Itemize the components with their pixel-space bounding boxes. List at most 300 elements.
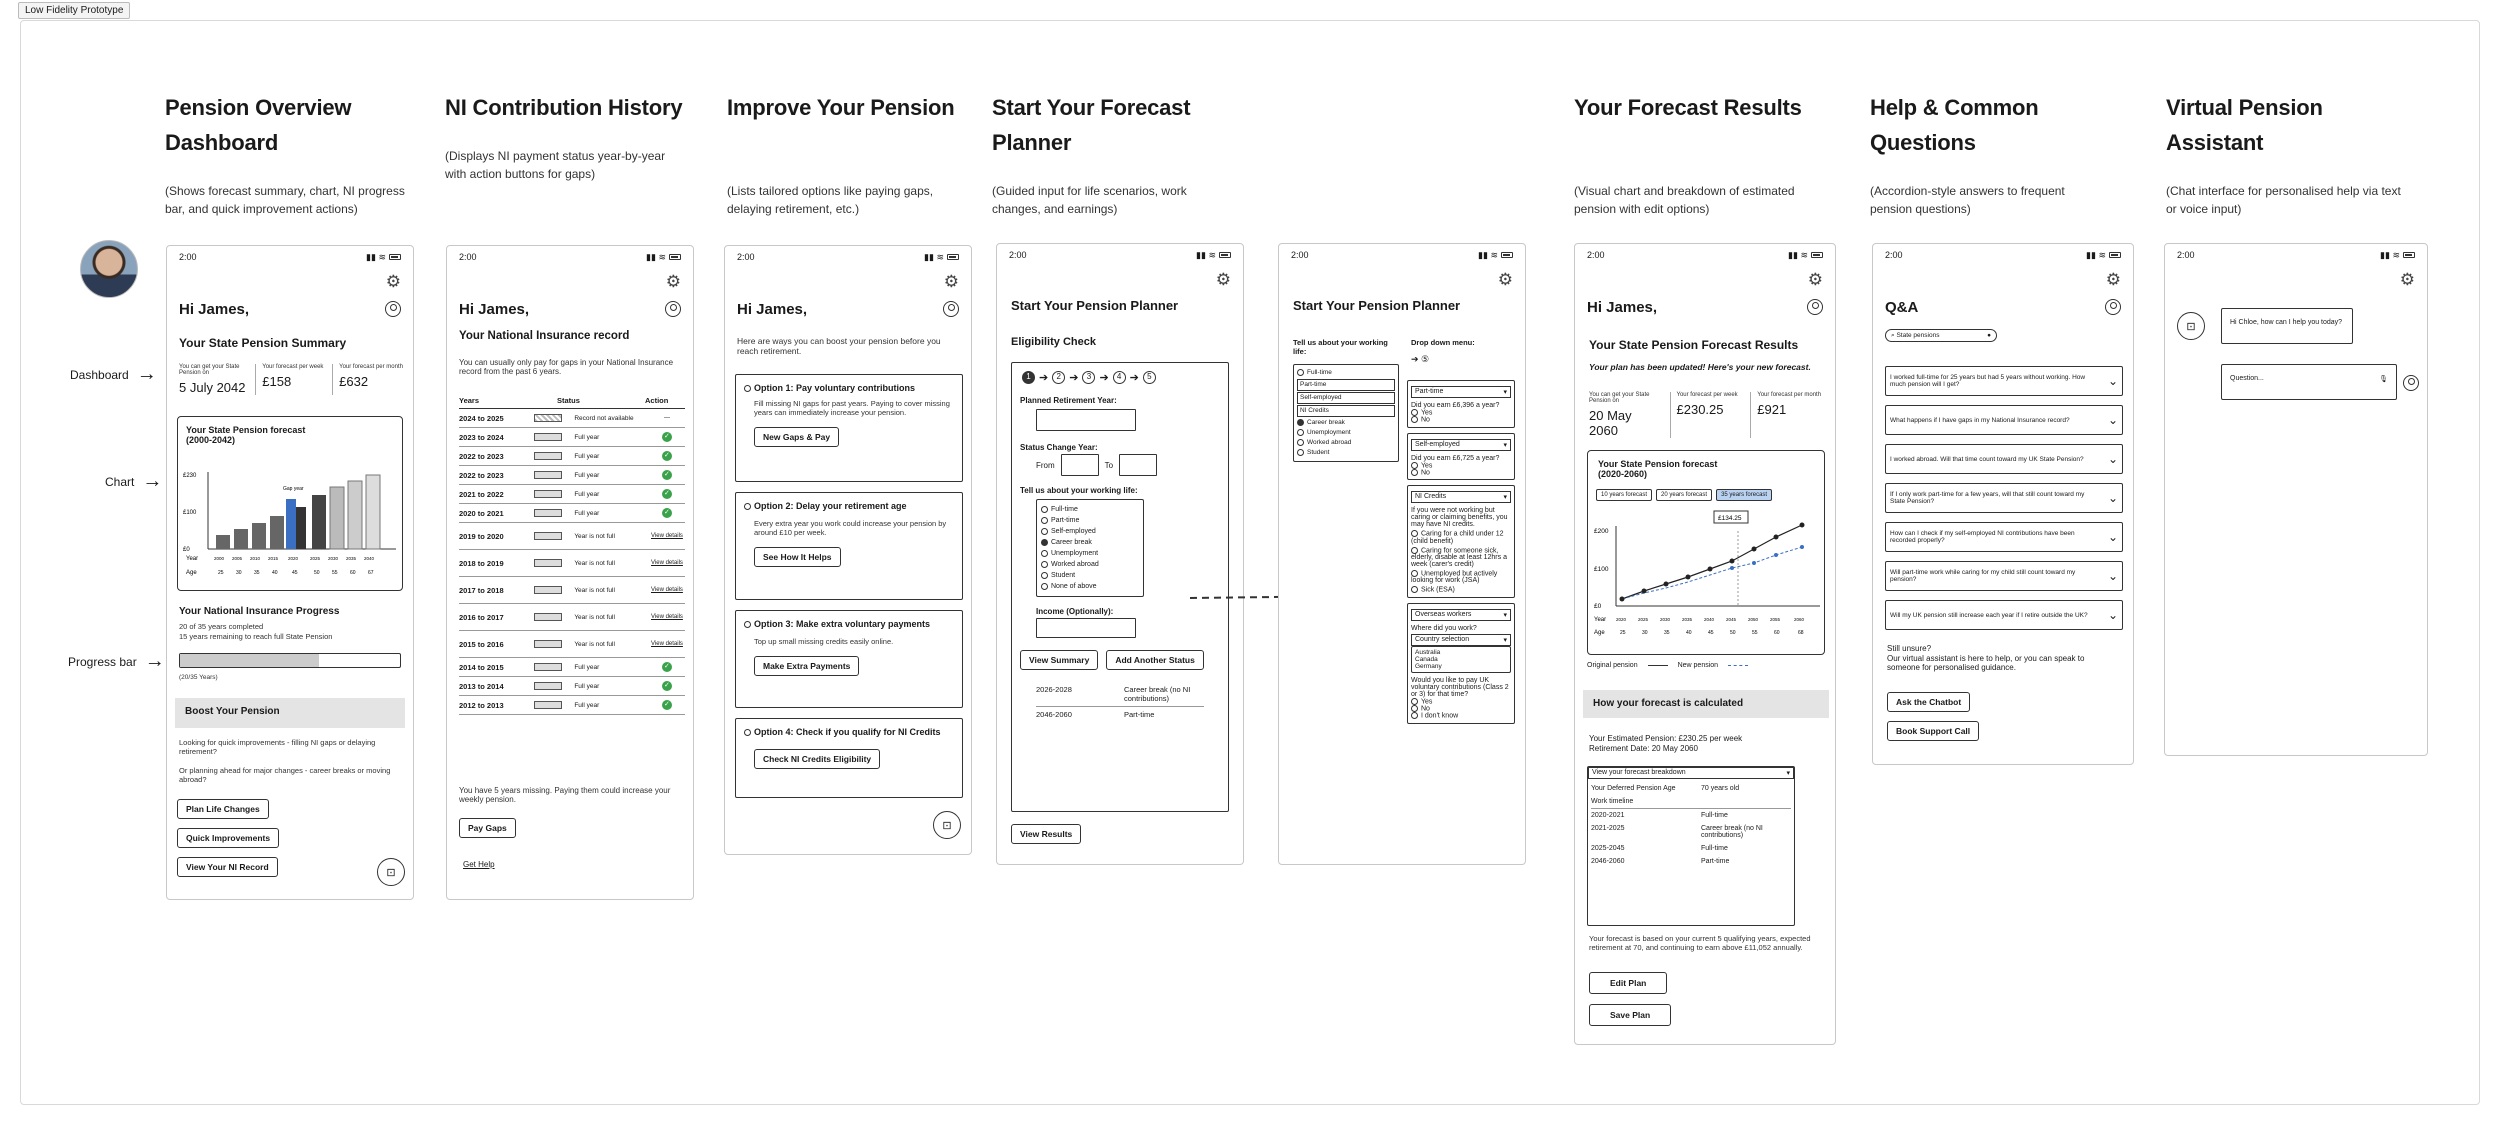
status-bar [997, 244, 1243, 266]
table-row [459, 466, 685, 485]
bar-gap-year [286, 499, 296, 549]
step-4[interactable]: 4 [1113, 371, 1126, 384]
retirement-year-input[interactable] [1036, 409, 1136, 431]
axis-label: Year [186, 556, 199, 562]
planner-title: Start Your Pension Planner [1011, 298, 1179, 313]
work-option[interactable]: Self-employed [1041, 526, 1139, 537]
stat-label: Your forecast per week [1676, 392, 1738, 398]
year-bar [534, 452, 562, 460]
radio-icon[interactable] [1297, 449, 1304, 456]
chart-title: Your State Pension forecast (2000-2042) [186, 425, 306, 445]
view-details-link[interactable]: View details [651, 587, 683, 593]
check-icon: ✓ [662, 508, 672, 518]
svg-text:2050: 2050 [1748, 617, 1759, 622]
view-summary-button[interactable]: View Summary [1020, 650, 1098, 670]
radio-icon[interactable] [744, 503, 751, 510]
radio-icon[interactable] [1411, 462, 1418, 469]
work-option[interactable]: Student [1041, 570, 1139, 581]
chatbot-icon: ⊡ [2177, 312, 2205, 340]
stats-row [179, 364, 403, 395]
dropdown-select[interactable]: Self-employed ▾ [1411, 439, 1511, 451]
section-assistant [2166, 90, 2406, 218]
pay-gaps-button[interactable]: Pay Gaps [459, 818, 516, 838]
stat-value: £230.25 [1676, 402, 1724, 417]
legend-line [1728, 665, 1748, 666]
label-chart [105, 470, 162, 493]
status-cell: Full year [574, 682, 600, 690]
ni-progress-fill [180, 654, 319, 667]
qa-title: Q&A [1885, 299, 1919, 316]
chevron-down-icon: ▾ [1503, 441, 1507, 449]
arrow-right-icon: → [144, 650, 165, 672]
label-text: Chart [105, 474, 135, 489]
chevron-down-icon[interactable]: ⌄ [2107, 452, 2118, 466]
chevron-down-icon: ▾ [1503, 389, 1507, 396]
table-row [459, 577, 685, 604]
planner-title: Start Your Pension Planner [1293, 298, 1461, 313]
stat-value: 5 July 2042 [179, 380, 246, 395]
stat-label: Your forecast per month [339, 364, 403, 370]
table-row [459, 604, 685, 631]
work-option[interactable]: Worked abroad [1041, 559, 1139, 570]
axis-label: Age [1594, 630, 1605, 636]
faq-item[interactable] [1885, 561, 2123, 591]
forecast-chart-card [177, 416, 403, 591]
option-card [735, 374, 963, 482]
bar [252, 523, 266, 549]
status-time: 2:00 [1009, 250, 1027, 260]
results-title: Your State Pension Forecast Results [1589, 338, 1799, 352]
radio-icon[interactable] [1041, 550, 1048, 557]
phone-assistant [2164, 243, 2428, 756]
action-cell [649, 614, 685, 620]
mic-icon: ● [1987, 332, 1991, 339]
option-card [735, 718, 963, 798]
view-details-link[interactable]: View details [651, 641, 683, 647]
svg-text:67: 67 [368, 570, 374, 576]
chevron-down-icon: ▾ [1503, 611, 1507, 619]
option-body: Top up small missing credits easily online. [754, 637, 894, 646]
ni-progress-title: Your National Insurance Progress [179, 606, 340, 617]
breakdown-key: 2021-2025 [1591, 825, 1625, 832]
gear-icon[interactable]: ⚙ [1497, 270, 1513, 289]
radio-icon[interactable] [1411, 416, 1418, 423]
chatbot-icon[interactable]: ⊡ [933, 811, 961, 839]
status-bar [447, 246, 693, 268]
search-icon: ⌕ State pensions [1891, 332, 1940, 339]
legend-new: New pension [1677, 662, 1719, 669]
faq-item[interactable] [1885, 444, 2123, 474]
chevron-down-icon: ▾ [1503, 636, 1507, 644]
unsure-title: Still unsure? [1887, 644, 1932, 653]
ask-chatbot-button[interactable]: Ask the Chatbot [1887, 692, 1970, 712]
quick-improvements-button[interactable]: Quick Improvements [177, 828, 279, 848]
question-input[interactable]: Question... 🎙 [2221, 364, 2397, 400]
year-cell: 2020 to 2021 [459, 508, 504, 518]
label-progress [68, 650, 165, 673]
dropdown-select[interactable]: Overseas workers ▾ [1411, 609, 1511, 621]
prototype-label: Low Fidelity Prototype [18, 2, 130, 19]
status-cell: Full year [574, 663, 600, 671]
question: Did you earn £6,396 a year? [1411, 402, 1500, 409]
y-tick: £100 [1594, 566, 1609, 573]
work-type-item[interactable]: Full-time [1297, 368, 1395, 378]
status-bar [1873, 244, 2133, 266]
year-bar [534, 414, 562, 422]
action-cell [649, 470, 685, 480]
y-tick: £200 [1594, 528, 1609, 535]
status-time: 2:00 [2177, 250, 2195, 260]
field-label: Tell us about your working life: [1020, 486, 1138, 495]
radio-icon[interactable] [1041, 517, 1048, 524]
from-label: From [1036, 460, 1055, 470]
summary-title: Your State Pension Summary [179, 336, 347, 350]
chatbot-icon[interactable]: ⊡ [377, 858, 405, 886]
work-option[interactable]: None of above [1041, 581, 1139, 592]
status-bar [1575, 244, 1835, 266]
stat-label: Your forecast per month [1757, 392, 1822, 398]
country-option[interactable]: Germany [1415, 662, 1442, 670]
section-title: NI Contribution History [445, 95, 683, 120]
status-time: 2:00 [1291, 250, 1309, 260]
radio-icon[interactable] [744, 385, 751, 392]
radio-icon[interactable] [1411, 469, 1418, 476]
bot-message: Hi Chloe, how can I help you today? [2221, 308, 2353, 344]
gear-icon[interactable]: ⚙ [385, 272, 401, 291]
section-title: Your Forecast Results [1574, 95, 1802, 120]
stat-value: £158 [262, 374, 292, 389]
dropdown-card [1407, 485, 1515, 597]
status-cell: Full year [574, 490, 600, 498]
step-indicator: ➔ ⑤ [1411, 354, 1430, 364]
field-label: Tell us about your working life: [1293, 338, 1388, 356]
check-icon: ✓ [662, 662, 672, 672]
work-type-item[interactable]: Student [1297, 448, 1395, 458]
work-type-list [1293, 364, 1399, 462]
credit-option[interactable]: Caring for a child under 12 (child benefit) [1411, 530, 1504, 545]
signal-icon: ▮▮ ≋ [366, 252, 401, 263]
credit-option[interactable]: Caring for someone sick, elderly, disable at least 12hrs a week (carer's credit) [1411, 547, 1507, 569]
section-dashboard [165, 90, 405, 218]
gear-icon[interactable]: ⚙ [2105, 270, 2121, 289]
tab-35-years[interactable]: 35 years forecast [1716, 489, 1772, 501]
country-select[interactable]: Country selection ▾ [1411, 634, 1511, 646]
faq-item[interactable] [1885, 366, 2123, 396]
table-row [459, 504, 685, 523]
chevron-down-icon[interactable]: ⌄ [2107, 491, 2118, 505]
radio-icon[interactable] [1297, 439, 1304, 446]
view-ni-record-button[interactable]: View Your NI Record [177, 857, 278, 877]
action-cell [649, 451, 685, 461]
status-time: 2:00 [1587, 250, 1605, 260]
check-icon: ✓ [662, 451, 672, 461]
tab-20-years[interactable]: 20 years forecast [1656, 489, 1712, 501]
profile-icon[interactable] [385, 301, 401, 317]
faq-question: Will part-time work while caring for my child still count toward my pension? [1890, 569, 2076, 583]
step-5[interactable]: 5 [1143, 371, 1156, 384]
ni-record-title: Your National Insurance record [459, 330, 630, 342]
ni-progress-text: 20 of 35 years completed [179, 622, 264, 631]
question: Where did you work? [1411, 624, 1477, 632]
period: 2026-2028 [1036, 685, 1072, 694]
radio-icon[interactable] [1041, 561, 1048, 568]
field-label: Status Change Year: [1020, 443, 1098, 452]
work-type-item[interactable]: NI Credits [1297, 405, 1395, 417]
option-body: Fill missing NI gaps for past years. Paying to cover missing years can immediately increase your pension. [754, 399, 950, 417]
chevron-down-icon: ▾ [1786, 770, 1790, 777]
book-call-button[interactable]: Book Support Call [1887, 721, 1979, 741]
country-option[interactable]: Australia [1415, 648, 1441, 656]
stat-label: Your forecast per week [262, 364, 324, 370]
option-button[interactable]: See How It Helps [754, 547, 841, 567]
faq-item[interactable] [1885, 600, 2123, 630]
section-ni-history [445, 90, 685, 183]
radio-icon[interactable] [1411, 547, 1418, 554]
chevron-down-icon[interactable]: ⌄ [2107, 374, 2118, 388]
dropdown-select[interactable]: Part-time ▾ [1411, 386, 1511, 398]
chevron-down-icon[interactable]: ⌄ [2107, 413, 2118, 427]
year-cell: 2021 to 2022 [459, 489, 504, 499]
table-header [459, 396, 685, 409]
radio-icon[interactable] [1411, 409, 1418, 416]
radio-icon[interactable] [744, 729, 751, 736]
radio-icon[interactable] [1297, 369, 1304, 376]
gear-icon[interactable]: ⚙ [1807, 270, 1823, 289]
chevron-down-icon[interactable]: ⌄ [2107, 530, 2118, 544]
table-row [459, 447, 685, 466]
status-cell: Year is not full [574, 613, 615, 621]
results-line-chart [1588, 451, 1826, 656]
svg-text:2005: 2005 [232, 556, 243, 561]
gear-icon[interactable]: ⚙ [1215, 270, 1231, 289]
status-cell: Full year [574, 433, 600, 441]
profile-icon[interactable] [943, 301, 959, 317]
radio-icon[interactable] [1041, 583, 1048, 590]
svg-text:40: 40 [272, 570, 278, 576]
profile-icon[interactable] [1807, 299, 1823, 315]
option-button[interactable]: New Gaps & Pay [754, 427, 839, 447]
year-bar [534, 613, 562, 621]
results-chart-card [1587, 450, 1825, 655]
stat [179, 364, 249, 395]
status-cell: Full year [574, 509, 600, 517]
save-plan-button[interactable]: Save Plan [1589, 1004, 1671, 1026]
x-tick-years [1616, 617, 1805, 622]
radio-icon[interactable] [744, 621, 751, 628]
faq-item[interactable] [1885, 522, 2123, 552]
action-cell [649, 533, 685, 539]
ni-progress-text: 15 years remaining to reach full State Pension [179, 632, 333, 641]
signal-icon: ▮▮ ≋ [1196, 250, 1231, 261]
radio-icon[interactable] [1411, 698, 1418, 705]
stat-value: £632 [339, 374, 369, 389]
svg-text:2035: 2035 [1682, 617, 1693, 622]
work-type-item[interactable]: Worked abroad [1297, 438, 1395, 448]
edit-plan-button[interactable]: Edit Plan [1589, 972, 1667, 994]
forecast-note: Your forecast is based on your current 5 qualifying years, expected retirement at 70, and continuing to earn above £11,052 annually. [1589, 934, 1811, 952]
dropdown-select[interactable]: NI Credits ▾ [1411, 491, 1511, 503]
summary-row [1036, 682, 1204, 707]
dash-cell: — [663, 415, 670, 421]
summary-table [1036, 682, 1204, 722]
action-cell [649, 560, 685, 566]
y-tick: £0 [183, 547, 190, 553]
question: Did you earn £6,725 a year? [1411, 454, 1500, 462]
radio-icon[interactable] [1297, 429, 1304, 436]
breakdown-row [1591, 842, 1791, 855]
faq-item[interactable] [1885, 405, 2123, 435]
field-label: Drop down menu: [1411, 338, 1475, 347]
profile-icon[interactable] [2105, 299, 2121, 315]
action-cell [649, 489, 685, 499]
country-option[interactable]: Canada [1415, 655, 1438, 663]
svg-text:55: 55 [1752, 630, 1758, 636]
option-button[interactable]: Make Extra Payments [754, 656, 859, 676]
to-input[interactable] [1119, 454, 1157, 476]
status-cell: Year is not full [574, 559, 615, 567]
section-title: Start Your Forecast Planner [992, 95, 1191, 155]
stat [1589, 392, 1664, 438]
breakdown-list [1588, 779, 1794, 871]
view-details-link[interactable]: View details [651, 614, 683, 620]
ni-progress-years: (20/35 Years) [179, 674, 218, 681]
chart-title: Your State Pension forecast (2020-2060) [1598, 459, 1718, 479]
year-cell: 2022 to 2023 [459, 451, 504, 461]
svg-text:2055: 2055 [1770, 617, 1781, 622]
plan-life-changes-button[interactable]: Plan Life Changes [177, 799, 269, 819]
action-cell [649, 681, 685, 691]
gear-icon[interactable]: ⚙ [665, 272, 681, 291]
status-time: 2:00 [737, 252, 755, 262]
check-icon: ✓ [662, 470, 672, 480]
period: 2046-2060 [1036, 710, 1072, 719]
work-type-item[interactable]: Career break [1297, 418, 1395, 428]
credit-option[interactable]: Unemployed but actively looking for work (JSA) [1411, 570, 1498, 585]
radio-icon[interactable] [1411, 705, 1418, 712]
greeting: Hi James, [459, 301, 530, 318]
year-bar [534, 663, 562, 671]
signal-icon: ▮▮ ≋ [2086, 250, 2121, 261]
faq-item[interactable] [1885, 483, 2123, 513]
eligibility-title: Eligibility Check [1011, 336, 1096, 348]
faq-question: If I only work part-time for a few years, will that still count toward my State Pension? [1890, 491, 2085, 505]
svg-text:25: 25 [218, 570, 224, 576]
svg-text:40: 40 [1686, 630, 1692, 636]
gear-icon[interactable]: ⚙ [2399, 270, 2415, 289]
country-list [1411, 646, 1511, 673]
greeting: Hi James, [179, 301, 250, 318]
radio-icon[interactable] [1411, 586, 1418, 593]
signal-icon: ▮▮ ≋ [1478, 250, 1513, 261]
work-type-item[interactable]: Self-employed [1297, 392, 1395, 404]
breakdown-value: Full-time [1701, 845, 1728, 852]
faq-list [1885, 366, 2123, 639]
y-tick: £230 [183, 473, 197, 479]
work-option[interactable]: Full-time [1041, 504, 1139, 515]
phone-dashboard [166, 245, 414, 900]
radio-icon[interactable] [1041, 528, 1048, 535]
credit-option[interactable]: Sick (ESA) [1411, 586, 1511, 593]
radio-icon[interactable] [1041, 539, 1048, 546]
radio-icon[interactable] [1297, 419, 1304, 426]
year-bar [534, 559, 562, 567]
work-option[interactable]: Career break [1041, 537, 1139, 548]
chevron-down-icon[interactable]: ⌄ [2107, 569, 2118, 583]
work-type-item[interactable]: Part-time [1297, 379, 1395, 391]
svg-text:2020: 2020 [288, 556, 299, 561]
option-button[interactable]: Check NI Credits Eligibility [754, 749, 880, 769]
action-cell [649, 662, 685, 672]
get-help-link[interactable]: Get Help [463, 860, 495, 869]
chevron-down-icon[interactable]: ⌄ [2107, 608, 2118, 622]
step-3[interactable]: 3 [1082, 371, 1095, 384]
from-input[interactable] [1061, 454, 1099, 476]
check-icon: ✓ [662, 700, 672, 710]
step-indicator: 1 ➔ 2 ➔ 3 ➔ 4 ➔ 5 [1012, 363, 1228, 392]
step-2[interactable]: 2 [1052, 371, 1065, 384]
arrow-right-icon: → [136, 363, 157, 385]
step-1[interactable]: 1 [1022, 371, 1035, 384]
breakdown-key: 2025-2045 [1591, 845, 1625, 852]
table-row [459, 658, 685, 677]
tab-10-years[interactable]: 10 years forecast [1596, 489, 1652, 501]
action-cell [649, 700, 685, 710]
year-cell: 2019 to 2020 [459, 531, 504, 541]
view-results-button[interactable]: View Results [1011, 824, 1081, 844]
status-cell: Full year [574, 701, 600, 709]
new-points [1730, 545, 1804, 570]
year-bar [534, 433, 562, 441]
missing-years-text: You have 5 years missing. Paying them could increase your weekly pension. [459, 786, 671, 804]
svg-text:30: 30 [1642, 630, 1648, 636]
radio-icon[interactable] [1041, 572, 1048, 579]
estimated-pension: Your Estimated Pension: £230.25 per week [1589, 734, 1743, 743]
profile-icon[interactable] [665, 301, 681, 317]
view-details-link[interactable]: View details [651, 560, 683, 566]
radio-icon[interactable] [1411, 530, 1418, 537]
radio-icon[interactable] [1041, 506, 1048, 513]
action-cell [649, 432, 685, 442]
option-body: Every extra year you work could increase your pension by around £10 per week. [754, 519, 947, 537]
view-details-link[interactable]: View details [651, 533, 683, 539]
dropdown-card: Overseas workers ▾ Where did you work? Country selection ▾ Australia Canada Germany Would you like to pay UK voluntary contributions (Class 2 or 3) for that time? Yes No I don't know [1407, 603, 1515, 724]
search-input[interactable] [1885, 329, 1997, 342]
radio-icon[interactable] [1411, 712, 1418, 719]
gear-icon[interactable]: ⚙ [943, 272, 959, 291]
work-type-item[interactable]: Unemployment [1297, 428, 1395, 438]
svg-text:2040: 2040 [1704, 617, 1715, 622]
ni-intro: You can usually only pay for gaps in your National Insurance record from the past 6 years. [459, 358, 674, 376]
breakdown-select[interactable]: View your forecast breakdown ▾ [1588, 767, 1794, 779]
label-text: Dashboard [70, 367, 129, 382]
chevron-down-icon: ▾ [1503, 494, 1507, 502]
breakdown-key: 2020-2021 [1591, 812, 1625, 819]
status-time: 2:00 [1885, 250, 1903, 260]
stat-label: You can get your State Pension on [1589, 392, 1650, 404]
stat [1750, 392, 1825, 438]
add-status-button[interactable]: Add Another Status [1106, 650, 1204, 670]
income-input[interactable] [1036, 618, 1136, 638]
signal-icon: ▮▮ ≋ [924, 252, 959, 263]
radio-icon[interactable] [1411, 570, 1418, 577]
x-tick-ages [218, 570, 374, 576]
work-option[interactable]: Unemployment [1041, 548, 1139, 559]
retirement-date: Retirement Date: 20 May 2060 [1589, 744, 1698, 753]
legend-original: Original pension [1587, 662, 1638, 669]
bar [348, 481, 362, 549]
work-option[interactable]: Part-time [1041, 515, 1139, 526]
signal-icon: ▮▮ ≋ [2380, 250, 2415, 261]
